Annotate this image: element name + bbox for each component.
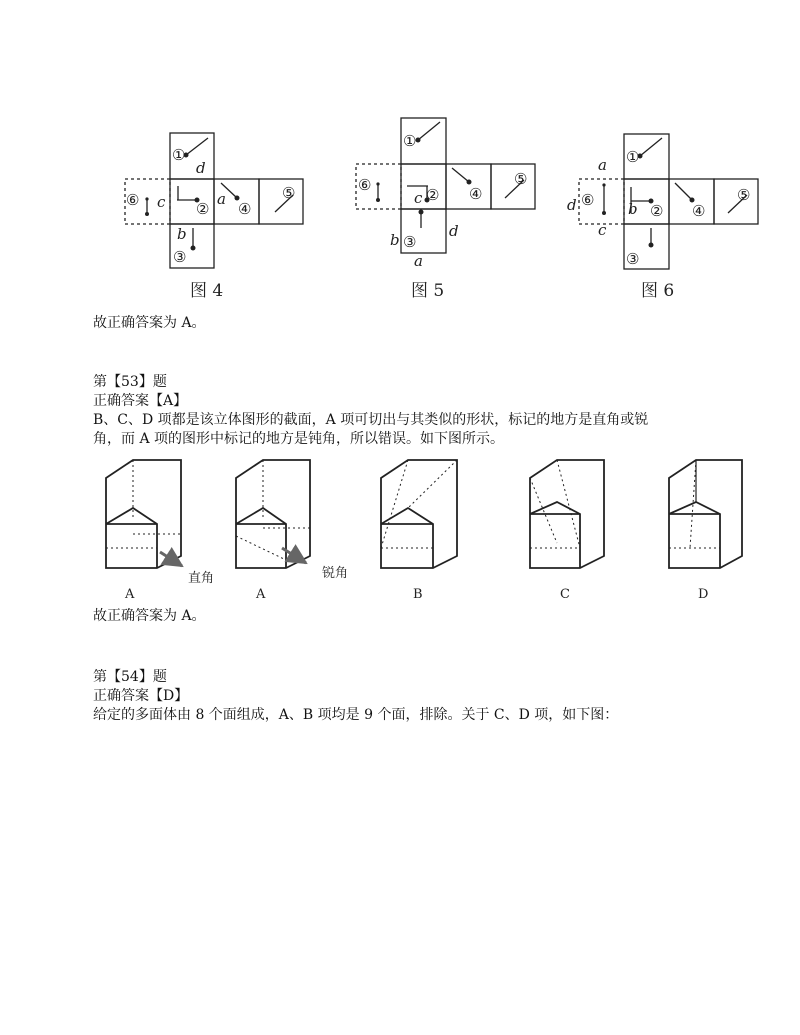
fig4-caption: 图 4: [190, 281, 224, 301]
prism-option-c: [530, 460, 604, 568]
answer-note-1: 故正确答案为 A。: [93, 315, 206, 331]
fig6-letter-c: c: [598, 221, 607, 239]
q53-explain-line-2: 角，而 A 项的图形中标记的地方是钝角，所以错误。如下图所示。: [93, 431, 505, 447]
option-label-b: B: [413, 587, 423, 602]
prism-option-a-1: [106, 460, 181, 568]
net-fig6: [579, 134, 758, 269]
fig5-label-2: ②: [426, 186, 440, 204]
fig5-caption: 图 5: [411, 281, 445, 301]
fig4-label-4: ④: [238, 200, 252, 218]
q54-explain: 给定的多面体由 8 个面组成，A、B 项均是 9 个面，排除。关于 C、D 项，如下图：: [93, 707, 619, 723]
prism-option-a-2: [236, 460, 310, 568]
fig5-label-5: ⑤: [514, 170, 528, 188]
q54-answer: 正确答案【D】: [93, 688, 189, 704]
label-right-angle: 直角: [188, 571, 215, 586]
option-label-c: C: [560, 587, 570, 602]
fig5-label-3: ③: [403, 233, 417, 251]
fig6-label-3: ③: [626, 250, 640, 268]
fig6-letter-b: b: [628, 200, 638, 218]
fig4-letter-a: a: [217, 190, 226, 208]
q53-answer: 正确答案【A】: [93, 393, 188, 409]
label-acute-angle: 锐角: [322, 566, 349, 581]
option-label-a-1: A: [125, 587, 135, 602]
fig4-label-3: ③: [173, 248, 187, 266]
prism-option-b: [381, 460, 457, 568]
fig4-letter-d: d: [196, 159, 206, 177]
fig5-label-1: ①: [403, 132, 417, 150]
fig6-label-4: ④: [692, 202, 706, 220]
prism-option-d: [669, 460, 742, 568]
q53-heading: 第【53】题: [93, 374, 167, 390]
cube-nets-figure: [0, 0, 800, 310]
fig6-label-6: ⑥: [581, 191, 595, 209]
fig6-letter-a: a: [598, 156, 607, 174]
fig5-label-4: ④: [469, 185, 483, 203]
fig6-label-2: ②: [650, 202, 664, 220]
q53-explain-line-1: B、C、D 项都是该立体图形的截面，A 项可切出与其类似的形状，标记的地方是直角或锐: [93, 412, 649, 428]
fig4-letter-c: c: [157, 193, 166, 211]
fig4-label-1: ①: [172, 146, 186, 164]
fig5-letter-d: d: [449, 222, 459, 240]
fig6-caption: 图 6: [641, 281, 675, 301]
option-label-d: D: [698, 587, 709, 602]
fig6-label-1: ①: [626, 148, 640, 166]
fig4-label-5: ⑤: [282, 184, 296, 202]
prism-sections-figure: [0, 448, 800, 608]
fig4-label-2: ②: [196, 200, 210, 218]
fig5-letter-c: c: [414, 189, 423, 207]
fig5-letter-a: a: [414, 252, 423, 270]
fig6-letter-d: d: [567, 196, 577, 214]
fig5-label-6: ⑥: [358, 176, 372, 194]
fig6-label-5: ⑤: [737, 186, 751, 204]
fig4-label-6: ⑥: [126, 191, 140, 209]
q54-heading: 第【54】题: [93, 669, 167, 685]
net-fig5: [356, 118, 535, 253]
fig5-letter-b: b: [390, 231, 400, 249]
fig4-letter-b: b: [177, 225, 187, 243]
net-fig4: [125, 133, 303, 268]
option-label-a-2: A: [256, 587, 266, 602]
answer-note-2: 故正确答案为 A。: [93, 608, 206, 624]
